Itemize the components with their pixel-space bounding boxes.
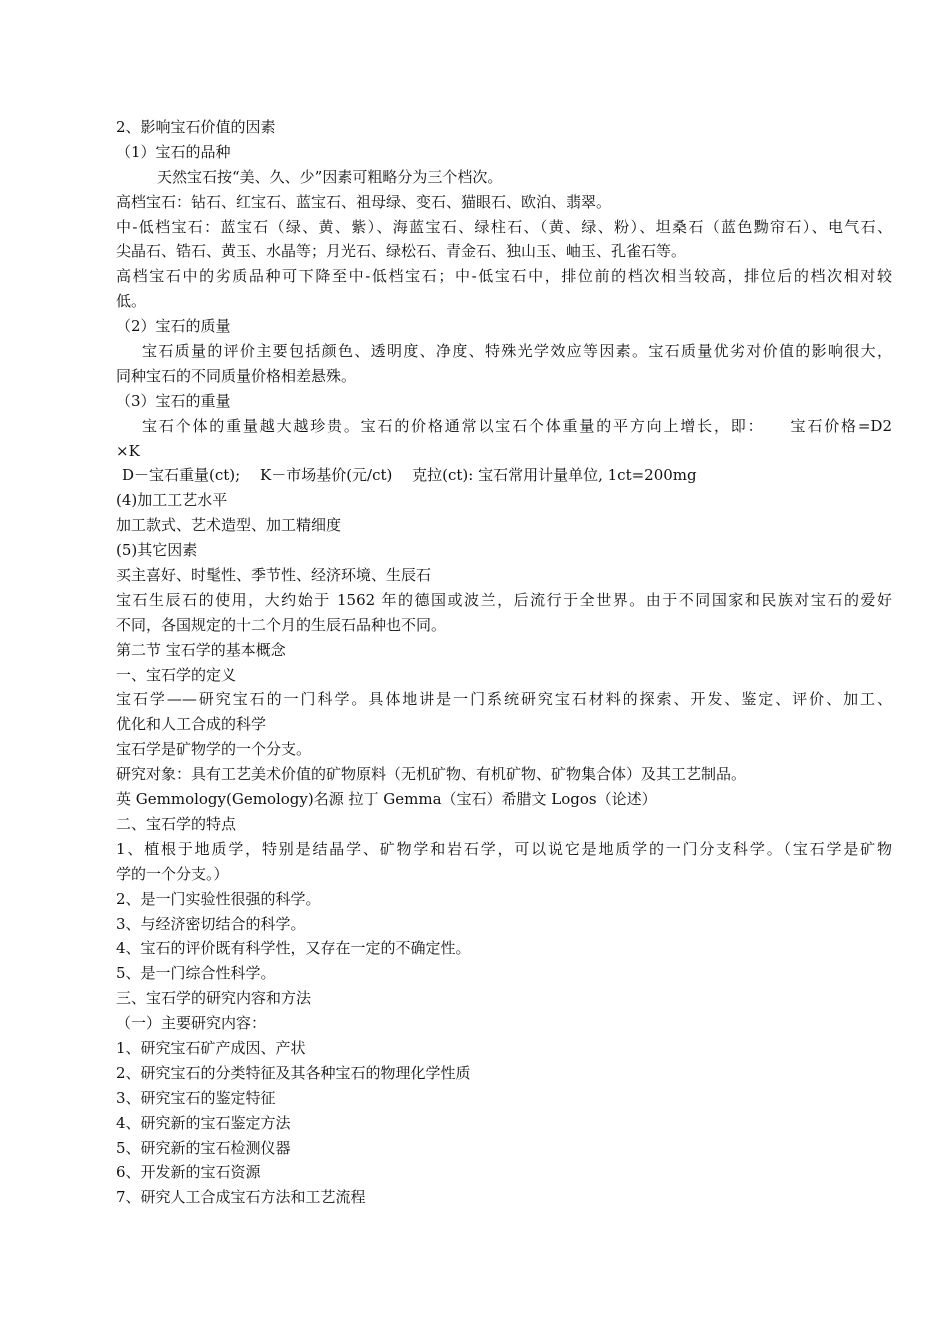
list-item: 1、植根于地质学，特别是结晶学、矿物学和岩石学，可以说它是地质学的一门分支科学。（宝石学是矿物 bbox=[116, 839, 892, 858]
list-item: 2、研究宝石的分类特征及其各种宝石的物理化学性质 bbox=[116, 1063, 471, 1082]
paragraph-line: 尖晶石、锆石、黄玉、水晶等；月光石、绿松石、青金石、独山玉、岫玉、孔雀石等。 bbox=[116, 242, 687, 261]
section-heading: 三、宝石学的研究内容和方法 bbox=[116, 989, 312, 1008]
paragraph-line: 宝石质量的评价主要包括颜色、透明度、净度、特殊光学效应等因素。宝石质量优劣对价值的影响很大， bbox=[142, 342, 892, 361]
subsection-heading: （3）宝石的重量 bbox=[116, 391, 231, 410]
paragraph-line: 英 Gemmology(Gemology)名源 拉丁 Gemma（宝石）希腊文 Logos（论述） bbox=[116, 790, 657, 809]
paragraph-line: 买主喜好、时髦性、季节性、经济环境、生辰石 bbox=[116, 566, 432, 585]
chapter-section-heading: 第二节 宝石学的基本概念 bbox=[116, 640, 286, 659]
formula-legend: D－宝石重量(ct); K－市场基价(元/ct) 克拉(ct): 宝石常用计量单位, 1ct=200mg bbox=[122, 466, 697, 485]
section-heading: 一、宝石学的定义 bbox=[116, 665, 237, 684]
list-item-continuation: 学的一个分支。） bbox=[116, 864, 229, 883]
list-item: 4、研究新的宝石鉴定方法 bbox=[116, 1113, 291, 1132]
list-item: 5、研究新的宝石检测仪器 bbox=[116, 1138, 291, 1157]
list-item: 2、是一门实验性很强的科学。 bbox=[116, 889, 321, 908]
list-item: 3、研究宝石的鉴定特征 bbox=[116, 1088, 276, 1107]
list-item: 1、研究宝石矿产成因、产状 bbox=[116, 1038, 306, 1057]
subsection-heading: （一）主要研究内容： bbox=[116, 1014, 267, 1033]
paragraph-line: 同种宝石的不同质量价格相差悬殊。 bbox=[116, 366, 357, 385]
paragraph-line: 宝石学是矿物学的一个分支。 bbox=[116, 740, 312, 759]
paragraph-line: 宝石生辰石的使用，大约始于 1562 年的德国或波兰，后流行于全世界。由于不同国家和民族对宝石的爱好 bbox=[116, 590, 892, 609]
paragraph-line: 高档宝石中的劣质品种可下降至中-低档宝石；中-低宝石中，排位前的档次相当较高，排位后的档次相对较 bbox=[116, 267, 892, 286]
paragraph-line: 不同，各国规定的十二个月的生辰石品种也不同。 bbox=[116, 615, 447, 634]
list-item: 3、与经济密切结合的科学。 bbox=[116, 914, 306, 933]
paragraph-line: 天然宝石按“美、久、少”因素可粗略分为三个档次。 bbox=[157, 167, 503, 186]
section-heading: 2、影响宝石价值的因素 bbox=[116, 118, 276, 136]
list-item: 5、是一门综合性科学。 bbox=[116, 964, 276, 983]
paragraph-line: 加工款式、艺术造型、加工精细度 bbox=[116, 516, 342, 535]
paragraph-line: 宝石学——研究宝石的一门科学。具体地讲是一门系统研究宝石材料的探索、开发、鉴定、评价、加工、 bbox=[116, 690, 892, 709]
paragraph-line: 高档宝石：钻石、红宝石、蓝宝石、祖母绿、变石、猫眼石、欧泊、翡翠。 bbox=[116, 192, 612, 211]
subsection-heading: （2）宝石的质量 bbox=[116, 317, 231, 336]
paragraph-line: 优化和人工合成的科学 bbox=[116, 715, 267, 734]
subsection-heading: (4)加工工艺水平 bbox=[116, 491, 228, 510]
paragraph-line: 低。 bbox=[116, 292, 147, 311]
paragraph-line: 研究对象：具有工艺美术价值的矿物原料（无机矿物、有机矿物、矿物集合体）及其工艺制品。 bbox=[116, 765, 747, 784]
list-item: 7、研究人工合成宝石方法和工艺流程 bbox=[116, 1188, 366, 1207]
subsection-heading: （1）宝石的品种 bbox=[116, 142, 231, 161]
document-page bbox=[116, 115, 892, 1210]
list-item: 6、开发新的宝石资源 bbox=[116, 1163, 261, 1182]
paragraph-line: ×K bbox=[116, 441, 140, 460]
subsection-heading: (5)其它因素 bbox=[116, 541, 198, 560]
list-item: 4、宝石的评价既有科学性，又存在一定的不确定性。 bbox=[116, 939, 471, 958]
paragraph-line: 中-低档宝石：蓝宝石（绿、黄、紫）、海蓝宝石、绿柱石、（黄、绿、粉）、坦桑石（蓝色黝帘石）、电气石、 bbox=[116, 217, 892, 236]
paragraph-line: 宝石个体的重量越大越珍贵。宝石的价格通常以宝石个体重量的平方向上增长，即： 宝石价格=D2 bbox=[142, 416, 892, 435]
section-heading: 二、宝石学的特点 bbox=[116, 814, 237, 833]
